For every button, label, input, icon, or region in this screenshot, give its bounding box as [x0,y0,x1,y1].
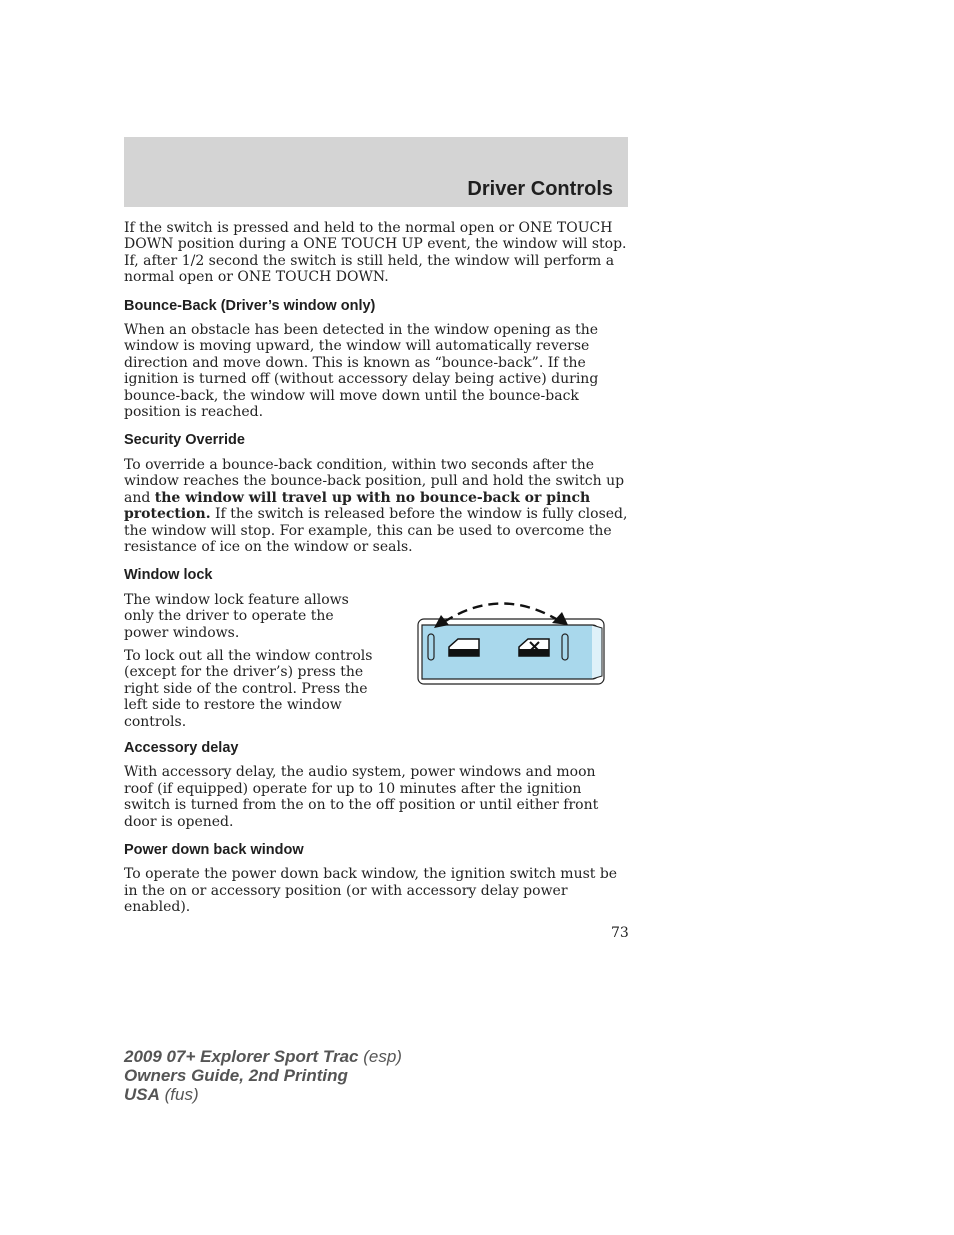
footer-model-code: (esp) [358,1047,402,1066]
footer-market: USA [124,1085,160,1104]
security-override-heading: Security Override [124,432,245,449]
bounce-back-paragraph: When an obstacle has been detected in the window opening as the window is moving upward, the window will automatically reverse direction and move down. This is known as “bounce-back”. If the ignition is turned off (without accessory delay being active) during bounce-back, the window will move down until the bounce-back position is reached. [124,322,599,421]
security-override-text: To override a bounce-back condition, within two seconds after the window reaches the bounce-back position, pull and hold the switch up and [124,456,625,506]
security-override-paragraph [124,457,628,555]
window-lock-text [124,592,379,730]
security-override-bold-text: the window will travel up with no bounce-back or pinch protection. [124,489,591,523]
footer-market-code: (fus) [159,1085,199,1104]
page-number: 73 [611,925,629,941]
document-footer [124,1047,402,1104]
window-lock-switch-icon [416,598,616,698]
footer-line-2 [124,1066,402,1085]
section-title: Driver Controls [467,178,613,200]
security-override-text-end: If the switch is released before the window is fully closed, the window will stop. For example, this can be used to overcome the resistance of ice on the window or seals. [124,506,628,555]
window-lock-paragraph-1: The window lock feature allows only the driver to operate the power windows. [124,591,349,641]
window-lock-switch-figure [416,598,616,698]
intro-paragraph: If the switch is pressed and held to the normal open or ONE TOUCH DOWN position during a ONE TOUCH UP event, the window will stop. If, after 1/2 second the switch is still held, the window will perform a normal open or ONE TOUCH DOWN. [124,220,627,286]
window-lock-section [124,592,628,730]
footer-line-1 [124,1047,402,1066]
footer-guide: Owners Guide, 2nd Printing [124,1066,348,1085]
window-lock-heading: Window lock [124,567,213,584]
page-content [124,220,628,928]
accessory-delay-paragraph: With accessory delay, the audio system, power windows and moon roof (if equipped) operate for up to 10 minutes after the ignition switch is turned from the on to the off position or until either front door is opened. [124,764,599,830]
footer-line-3 [124,1085,402,1104]
bounce-back-heading: Bounce-Back (Driver’s window only) [124,297,376,314]
power-down-back-window-paragraph: To operate the power down back window, the ignition switch must be in the on or accessory position (or with accessory delay power enabled). [124,866,618,916]
accessory-delay-heading: Accessory delay [124,739,239,756]
footer-model: 2009 07+ Explorer Sport Trac [124,1047,359,1066]
power-down-back-window-heading: Power down back window [124,842,304,858]
section-header-band [124,137,628,207]
window-lock-paragraph-2: To lock out all the window controls (except for the driver’s) press the right side of the control. Press the left side to restore the window controls. [124,647,373,730]
